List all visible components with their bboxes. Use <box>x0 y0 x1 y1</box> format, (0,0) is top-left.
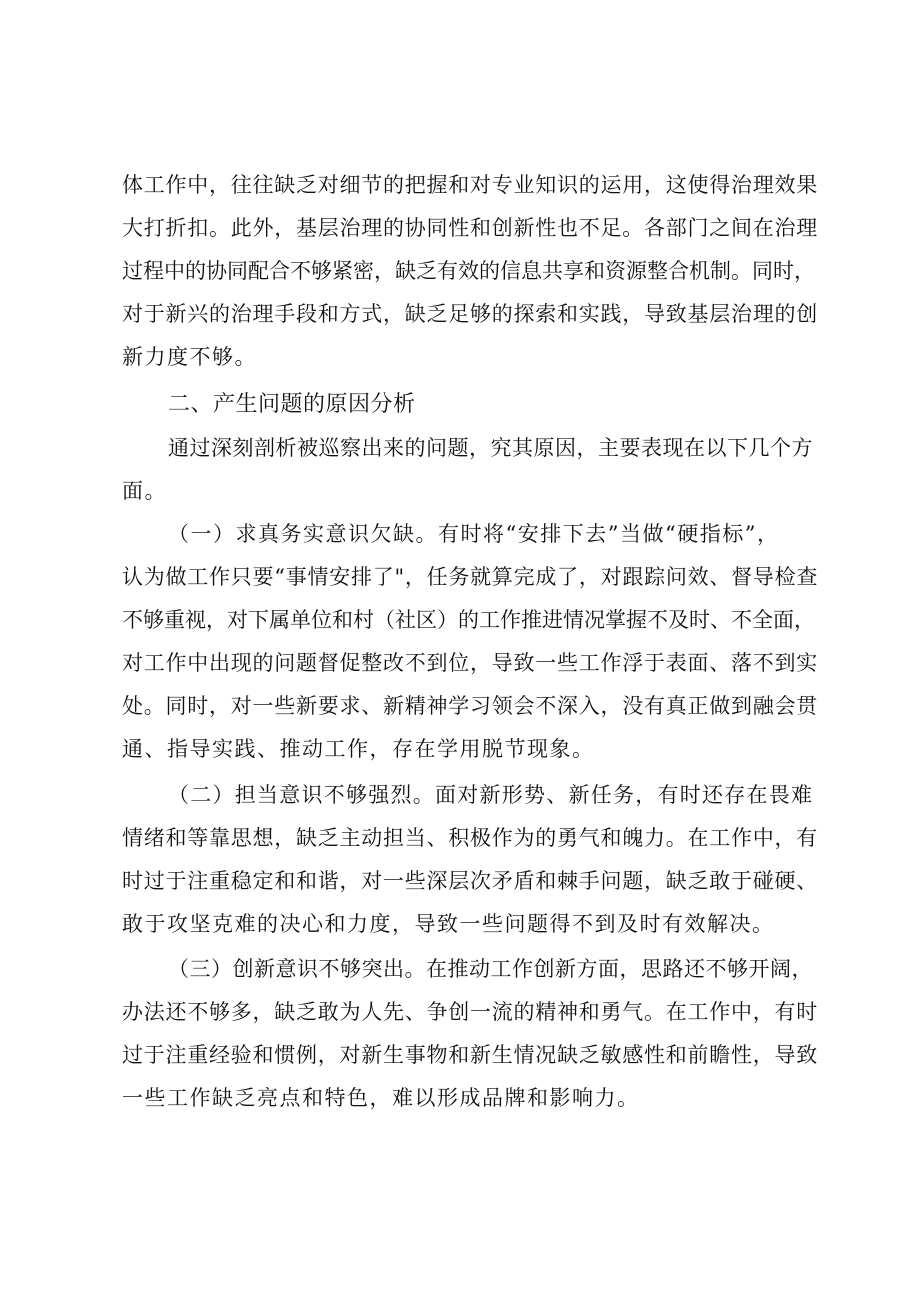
text-line: 情绪和等靠思想，缺乏主动担当、积极作为的勇气和魄力。在工作中，有 <box>122 826 818 850</box>
text-line: 通、指导实践、推动工作，存在学用脱节现象。 <box>122 737 595 761</box>
text-line: 一些工作缺乏亮点和特色，难以形成品牌和影响力。 <box>122 1086 640 1110</box>
text-line: 对工作中出现的问题督促整改不到位，导致一些工作浮于表面、落不到实 <box>122 651 818 675</box>
text-line: 处。同时，对一些新要求、新精神学习领会不深入，没有真正做到融会贯 <box>122 694 818 718</box>
text-line: （二）担当意识不够强烈。面对新形势、新任务，有时还存在畏难 <box>168 783 814 807</box>
text-line: （一）求真务实意识欠缺。有时将“安排下去”当做“硬指标”， <box>168 522 780 546</box>
text-line: 面。 <box>122 479 167 503</box>
text-line: 认为做工作只要“事情安排了"，任务就算完成了，对跟踪问效、督导检查 <box>122 565 819 589</box>
text-line: 敢于攻坚克难的决心和力度，导致一些问题得不到及时有效解决。 <box>122 912 775 936</box>
text-line: 办法还不够多，缺乏敢为人先、争创一流的精神和勇气。在工作中，有时 <box>122 1000 818 1024</box>
section-heading: 二、产生问题的原因分析 <box>168 392 416 417</box>
text-line: 过程中的协同配合不够紧密，缺乏有效的信息共享和资源整合机制。同时， <box>122 259 815 283</box>
text-line: 新力度不够。 <box>122 345 257 369</box>
text-line: 过于注重经验和惯例，对新生事物和新生情况缺乏敏感性和前瞻性，导致 <box>122 1043 818 1067</box>
text-line: 大打折扣。此外，基层治理的协同性和创新性也不足。各部门之间在治理 <box>122 216 818 240</box>
text-line: 通过深刻剖析被巡察出来的问题，究其原因，主要表现在以下几个方 <box>168 436 813 460</box>
text-line: 时过于注重稳定和和谐，对一些深层次矛盾和棘手问题，缺乏敢于碰硬、 <box>122 869 818 893</box>
text-line: 不够重视，对下属单位和村（社区）的工作推进情况掌握不及时、不全面， <box>122 608 815 632</box>
text-line: （三）创新意识不够突出。在推动工作创新方面，思路还不够开阔， <box>168 957 813 981</box>
text-line: 对于新兴的治理手段和方式，缺乏足够的探索和实践，导致基层治理的创 <box>122 302 818 326</box>
text-line: 体工作中，往往缺乏对细节的把握和对专业知识的运用，这使得治理效果 <box>122 173 818 197</box>
